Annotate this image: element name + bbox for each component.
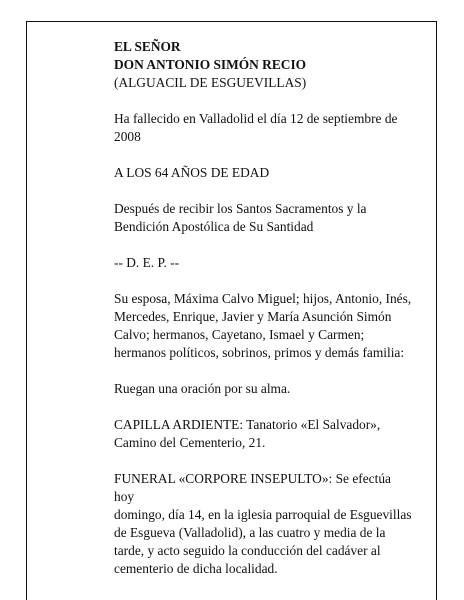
prayer-line: Ruegan una oración por su alma. [114,381,291,396]
death-line: Ha fallecido en Valladolid el día 12 de septiembre de [114,111,398,126]
deceased-name: DON ANTONIO SIMÓN RECIO [114,57,307,72]
title-line: EL SEÑOR [114,39,181,54]
death-announcement [114,110,414,146]
family-paragraph [114,290,414,362]
funeral-line: tarde, y acto seguido la conducción del cadáver al [114,543,381,558]
sacraments-line: Después de recibir los Santos Sacramentos y la [114,201,367,216]
obituary-notice [114,38,414,596]
death-year: 2008 [114,129,141,144]
rip-line: -- D. E. P. -- [114,255,180,270]
family-line: Mercedes, Enrique, Javier y María Asunción Simón [114,309,392,324]
sacraments-paragraph [114,200,414,236]
family-line: hermanos políticos, sobrinos, primos y demás familia: [114,345,405,360]
notice-heading [114,38,414,92]
deceased-role: (ALGUACIL DE ESGUEVILLAS) [114,75,307,90]
funeral-line: FUNERAL «CORPORE INSEPULTO»: Se efectúa hoy [114,471,391,504]
chapel-paragraph [114,416,414,452]
chapel-line: CAPILLA ARDIENTE: Tanatorio «El Salvador», [114,417,381,432]
sacraments-line: Bendición Apostólica de Su Santidad [114,219,314,234]
family-line: Calvo; hermanos, Cayetano, Ismael y Carmen; [114,327,365,342]
funeral-line: cementerio de dicha localidad. [114,561,278,576]
family-line: Su esposa, Máxima Calvo Miguel; hijos, Antonio, Inés, [114,291,412,306]
age-line: A LOS 64 AÑOS DE EDAD [114,165,270,180]
funeral-paragraph [114,470,414,578]
funeral-line: domingo, día 14, en la iglesia parroquial de Esguevillas [114,507,412,522]
chapel-line: Camino del Cementerio, 21. [114,435,266,450]
funeral-line: de Esgueva (Valladolid), a las cuatro y media de la [114,525,386,540]
